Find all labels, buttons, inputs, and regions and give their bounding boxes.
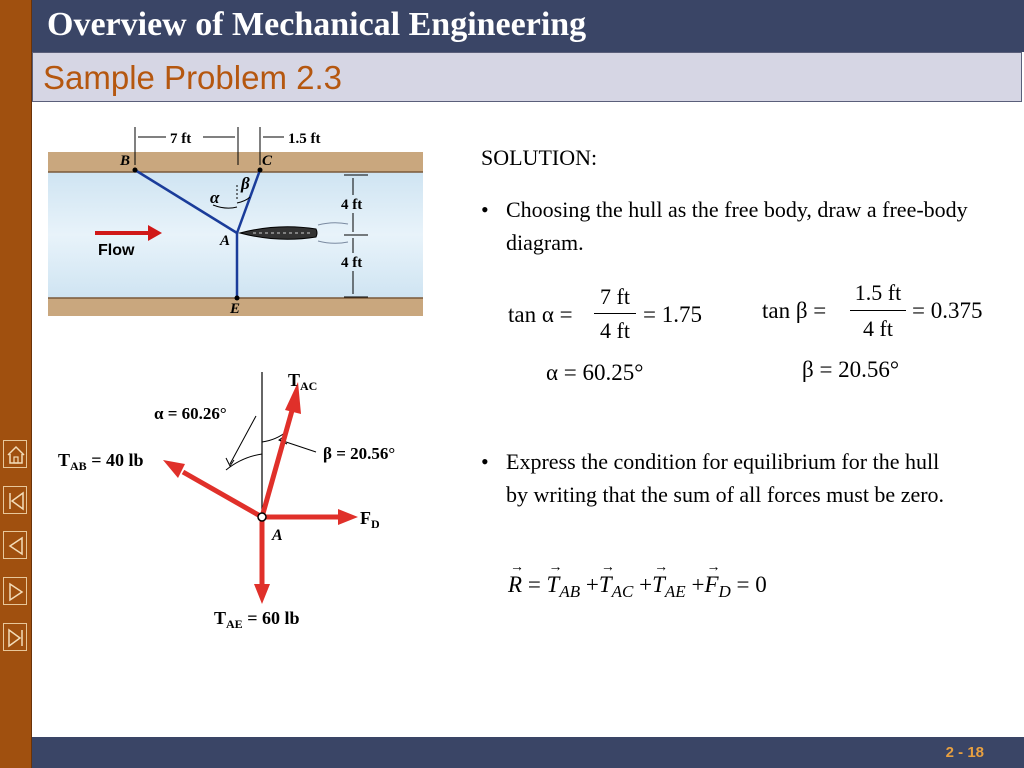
dim-1-5ft: 1.5 ft: [288, 131, 321, 147]
alpha-angle-label: α = 60.26°: [154, 404, 227, 423]
previous-slide-icon[interactable]: [3, 531, 27, 559]
label-alpha: α: [210, 188, 220, 207]
tan-alpha-denominator: 4 ft: [600, 318, 630, 343]
force-TAB-arrow: [183, 472, 262, 517]
tan-alpha-rhs: = 1.75: [643, 302, 702, 327]
label-C: C: [262, 153, 273, 169]
header-bar: [32, 0, 1024, 52]
point-A-marker: [258, 513, 266, 521]
label-B: B: [120, 153, 131, 169]
dim-7ft: 7 ft: [170, 131, 192, 147]
beta-angle-label: β = 20.56°: [323, 444, 396, 463]
label-E: E: [230, 301, 241, 317]
point-A-label: A: [272, 527, 283, 544]
beta-result: β = 20.56°: [802, 357, 900, 382]
tan-alpha-numerator: 7 ft: [600, 284, 630, 309]
page-number: 2 - 18: [945, 744, 984, 761]
first-slide-icon[interactable]: [3, 486, 27, 514]
footer-bar: [32, 737, 1024, 768]
dim-4ft-top: 4 ft: [341, 197, 363, 213]
TAE-label: $T_{AE} = 60$ lb: [214, 608, 300, 631]
force-TAC-arrow: [262, 407, 293, 517]
top-bank: [48, 152, 423, 172]
label-A: A: [220, 233, 231, 249]
tan-alpha-fraction-bar: [594, 313, 636, 314]
bullet-2-marker: •: [481, 449, 489, 474]
last-slide-icon[interactable]: [3, 623, 27, 651]
tan-alpha-lhs: tan α =: [508, 302, 573, 327]
tan-beta-denominator: 4 ft: [863, 316, 893, 341]
home-icon[interactable]: [3, 440, 27, 468]
tan-beta-rhs: = 0.375: [912, 298, 983, 323]
label-beta: β: [241, 174, 250, 193]
free-body-diagram: [48, 362, 423, 642]
flow-label: Flow: [98, 242, 135, 259]
subtitle-bar: [32, 52, 1022, 102]
tan-beta-fraction-bar: [850, 310, 906, 311]
sidebar: [0, 0, 32, 768]
next-slide-icon[interactable]: [3, 577, 27, 605]
tan-beta-lhs: tan β =: [762, 298, 827, 323]
page-title: Overview of Mechanical Engineering: [47, 6, 587, 43]
alpha-result: α = 60.25°: [546, 360, 644, 385]
slide-subtitle: Sample Problem 2.3: [43, 59, 342, 96]
solution-label: SOLUTION:: [481, 145, 598, 170]
dim-4ft-bottom: 4 ft: [341, 255, 363, 271]
bullet-2-text: Express the condition for equilibrium for the hull by writing that the sum of all forces must be zero.: [506, 449, 945, 507]
bullet-1-text: Choosing the hull as the free body, draw a free-body diagram.: [506, 197, 968, 255]
force-sum-equation: → R = → $T_{AB}$ + → $T_{AC}$ + → $T_{AE}$ + → $F_D = 0$: [508, 560, 767, 601]
TAC-label: $T_{AC}$: [288, 370, 318, 393]
hull-channel-diagram: [48, 125, 423, 317]
FD-label: $F_D$: [360, 508, 380, 531]
tan-beta-numerator: 1.5 ft: [854, 280, 902, 305]
TAB-label: $T_{AB} = 40$ lb: [58, 450, 144, 473]
bullet-1-marker: •: [481, 197, 489, 222]
